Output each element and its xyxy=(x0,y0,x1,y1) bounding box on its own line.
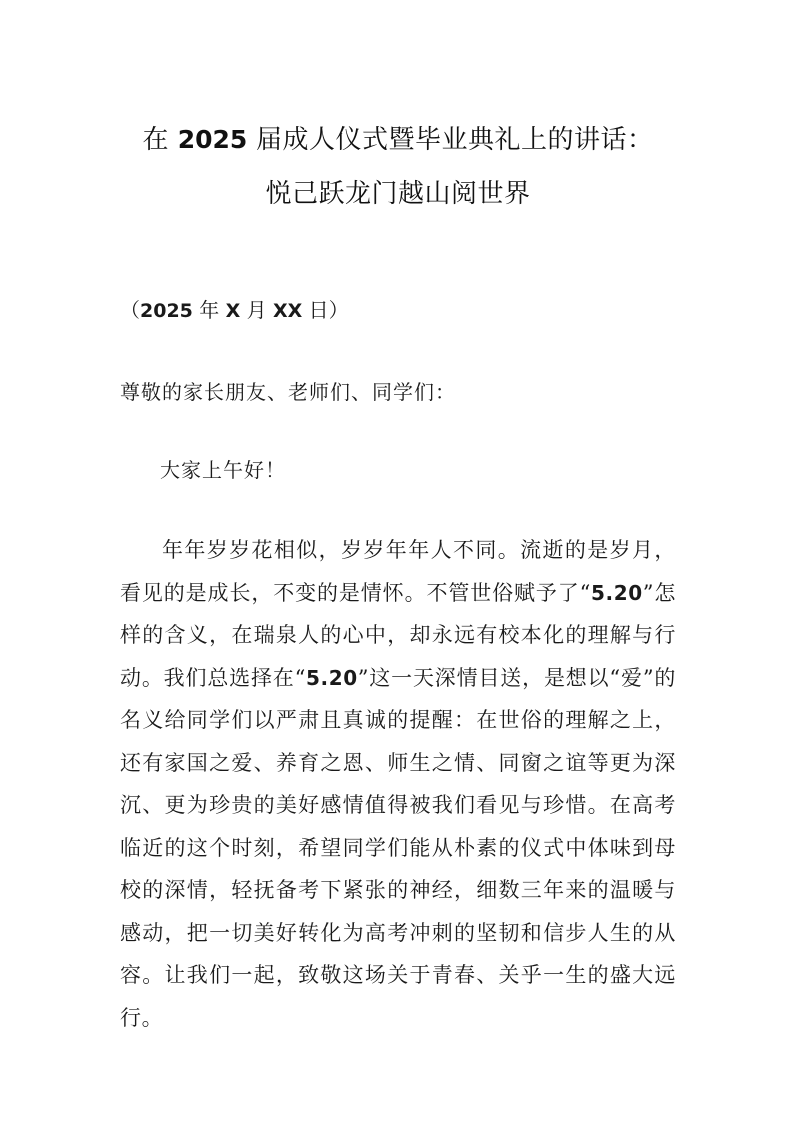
title-line-1 xyxy=(120,118,676,162)
date-close-paren: ） xyxy=(328,298,349,322)
date-day: XX xyxy=(272,300,303,322)
title-year: 2025 xyxy=(177,125,248,154)
body-text-part-1: 年年岁岁花相似，岁岁年年人不同。流逝的是岁月，看见的是成长，不变的是情怀。不管世俗赋予了“ xyxy=(120,538,676,605)
date-open-paren: （ xyxy=(120,298,140,322)
salutation-line: 尊敬的家长朋友、老师们、同学们： xyxy=(120,380,456,404)
date-day-unit: 日 xyxy=(302,298,329,322)
greeting-line: 大家上午好！ xyxy=(160,458,286,482)
body-text-part-2: ”怎样的含义，在瑞泉人的心中，却永远有校本化的理解与行动。我们总选择在“ xyxy=(120,580,677,690)
date-month-unit: 月 xyxy=(240,298,273,322)
body-quoted-date-2: 5.20 xyxy=(305,665,358,690)
date-month: X xyxy=(225,300,241,322)
title-line-2: 悦己跃龙门越山阅世界 xyxy=(265,179,531,209)
document-content xyxy=(120,0,676,1039)
body-paragraph xyxy=(120,529,676,1039)
body-quoted-date-1: 5.20 xyxy=(591,580,643,605)
document-date-line xyxy=(120,294,676,327)
document-title-block xyxy=(120,0,676,216)
title-prefix-text: 在 xyxy=(142,125,178,155)
date-year: 2025 xyxy=(140,300,193,322)
date-year-unit: 年 xyxy=(192,298,226,322)
body-text-part-3: ”这一天深情目送，是想以“爱”的名义给同学们以严肃且真诚的提醒：在世俗的理解之上，还有家国之爱、养育之恩、师生之情、同窗之谊等更为深沉、更为珍贵的美好感情值得被我们看见与珍惜。在高考临近的这个时刻，希望同学们能从朴素的仪式中体味到母校的深情，轻抚备考下紧张的神经，细数三年来的温暖与感动，把一切美好转化为高考冲刺的坚韧和信步人生的从容。让我们一起，致敬这场关于青春、关乎一生的盛大远行。 xyxy=(120,665,676,1030)
title-suffix-text: 届成人仪式暨毕业典礼上的讲话： xyxy=(247,125,654,155)
